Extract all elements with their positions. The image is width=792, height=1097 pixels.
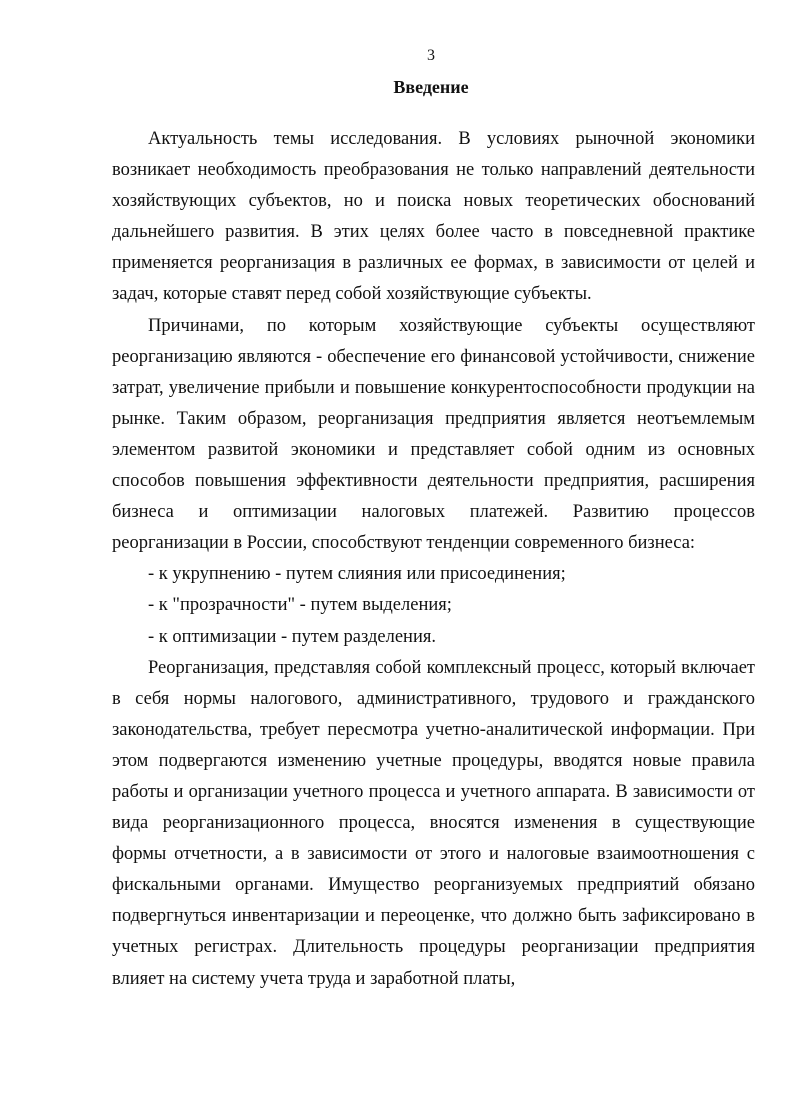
list-item-transparency: - к "прозрачности" - путем выделения;	[148, 595, 452, 616]
page-number: 3	[427, 47, 435, 64]
paragraph-reasons: Причинами, по которым хозяйствующие субъекты осуществляют реорганизацию являются - обеспечение его финансовой устойчивости, снижение затрат, увеличение прибыли и повышение конкурентоспособности продукции на рынке. Таким образом, реорганизация предприятия является неотъемлемым элементом развитой экономики и представляет собой одним из основных способов повышения эффективности деятельности предприятия, расширения бизнеса и оптимизации налоговых платежей. Развитию процессов реорганизации в России, способствуют тенденции современного бизнеса:	[112, 315, 755, 554]
list-item-optimization: - к оптимизации - путем разделения.	[148, 626, 436, 647]
section-heading: Введение	[393, 77, 469, 97]
list-item-consolidation: - к укрупнению - путем слияния или присоединения;	[148, 564, 566, 585]
paragraph-relevance: Актуальность темы исследования. В условиях рыночной экономики возникает необходимость преобразования не только направлений деятельности хозяйствующих субъектов, но и поиска новых теоретических обоснований дальнейшего развития. В этих целях более часто в повседневной практике применяется реорганизация в различных ее формах, в зависимости от целей и задач, которые ставят перед собой хозяйствующие субъекты.	[112, 129, 755, 305]
body-text	[112, 124, 755, 995]
paragraph-reorganization: Реорганизация, представляя собой комплексный процесс, который включает в себя нормы налогового, административного, трудового и гражданского законодательства, требует пересмотра учетно-аналитической информации. При этом подвергаются изменению учетные процедуры, вводятся новые правила работы и организации учетного процесса и учетного аппарата. В зависимости от вида реорганизационного процесса, вносятся изменения в существующие формы отчетности, а в зависимости от этого и налоговые взаимоотношения с фискальными органами. Имущество реорганизуемых предприятий обязано подвергнуться инвентаризации и переоценке, что должно быть зафиксировано в учетных регистрах. Длительность процедуры реорганизации предприятия влияет на систему учета труда и заработной платы,	[112, 657, 755, 989]
